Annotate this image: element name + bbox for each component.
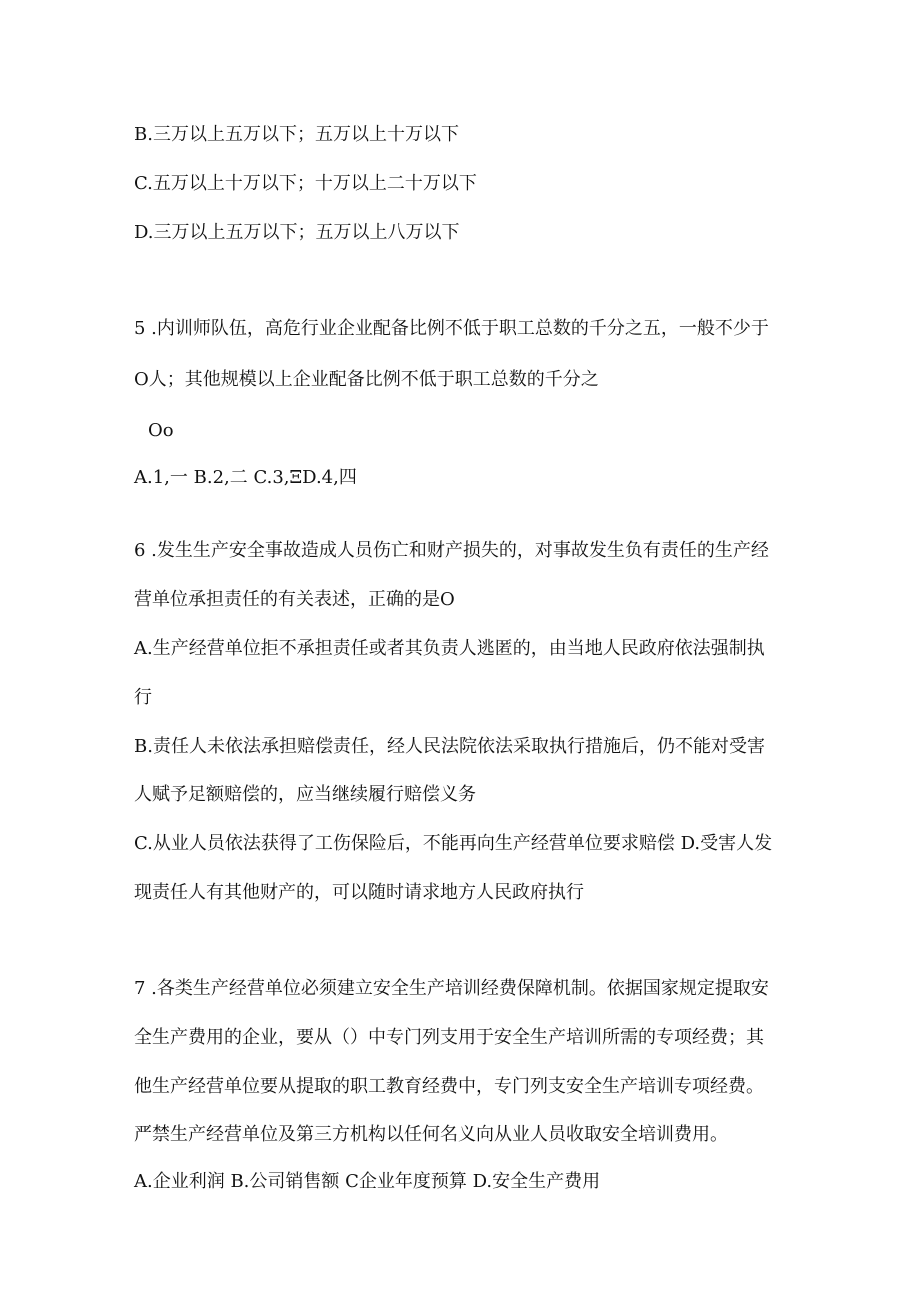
q7-stem-line-1: 7 .各类生产经营单位必须建立安全生产培训经费保障机制。依据国家规定提取安	[134, 978, 769, 999]
q7-stem-line-3: 他生产经营单位要从提取的职工教育经费中，专门列支安全生产培训专项经费。	[134, 1076, 764, 1097]
q4-option-c: C.五万以上十万以下；十万以上二十万以下	[134, 173, 477, 194]
q5-stem-line-3: Oo	[148, 420, 174, 441]
q7-stem-line-4: 严禁生产经营单位及第三方机构以任何名义向从业人员收取安全培训费用。	[134, 1124, 728, 1145]
q4-option-d: D.三万以上五万以下；五万以上八万以下	[134, 222, 460, 243]
q5-stem-line-1: 5 .内训师队伍，高危行业企业配备比例不低于职工总数的千分之五，一般不少于	[134, 318, 769, 339]
q5-stem-line-2: O人；其他规模以上企业配备比例不低于职工总数的千分之	[134, 369, 599, 390]
q7-stem-line-2: 全生产费用的企业，要从（）中专门列支用于安全生产培训所需的专项经费；其	[134, 1027, 764, 1048]
q4-option-b: B.三万以上五万以下；五万以上十万以下	[134, 124, 459, 145]
q6-option-a-line-2: 行	[134, 687, 152, 708]
q6-option-b-line-2: 人赋予足额赔偿的，应当继续履行赔偿义务	[134, 784, 476, 805]
q6-option-cd-line-1: C.从业人员依法获得了工伤保险后，不能再向生产经营单位要求赔偿 D.受害人发	[134, 833, 773, 854]
q6-option-a-line-1: A.生产经营单位拒不承担责任或者其负责人逃匿的，由当地人民政府依法强制执	[134, 638, 765, 659]
q6-option-b-line-1: B.责任人未依法承担赔偿责任，经人民法院依法采取执行措施后，仍不能对受害	[134, 736, 765, 757]
q6-stem-line-1: 6 .发生生产安全事故造成人员伤亡和财产损失的，对事故发生负有责任的生产经	[134, 540, 769, 561]
q7-options: A.企业利润 B.公司销售额 C企业年度预算 D.安全生产费用	[134, 1171, 601, 1192]
q6-option-cd-line-2: 现责任人有其他财产的，可以随时请求地方人民政府执行	[134, 882, 584, 903]
q5-options: A.1,一 B.2,二 C.3,ΞD.4,四	[134, 467, 357, 488]
q6-stem-line-2: 营单位承担责任的有关表述，正确的是O	[134, 589, 455, 610]
